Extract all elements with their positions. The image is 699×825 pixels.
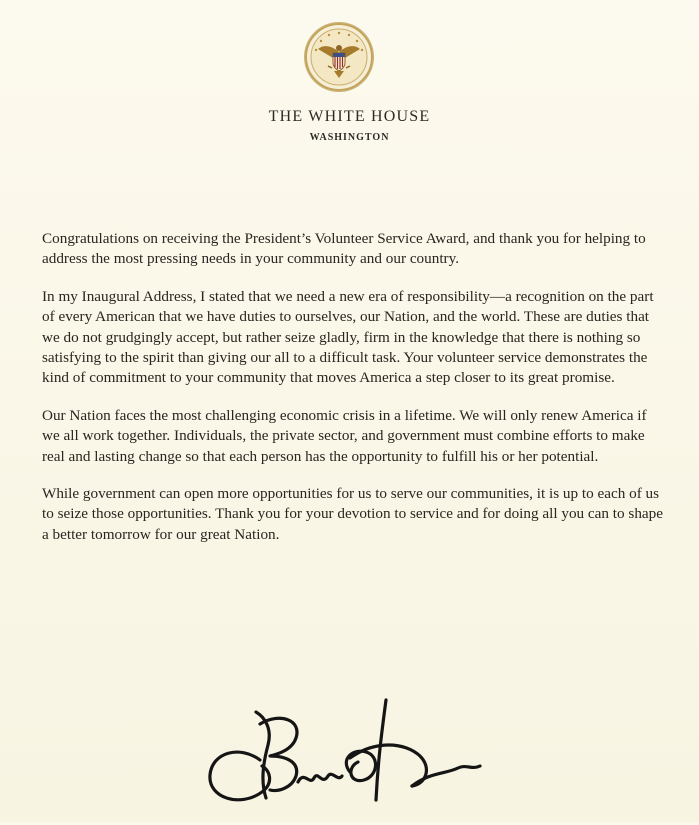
paragraph-opportunities: While government can open more opportunities for us to serve our communities, it is up to each of us to seize those opportunities. Thank you for your devotion to service and for doing all you can to shape a better tomorrow for our great Nation. xyxy=(42,485,663,543)
paragraph-economic-crisis: Our Nation faces the most challenging economic crisis in a lifetime. We will only renew America if we all work together. Individuals, the private sector, and government must combine efforts to make real and lasting change so that each person has the opportunity to fulfill his or her potential. xyxy=(42,406,647,465)
letterhead-title: THE WHITE HOUSE xyxy=(268,108,431,125)
letter-body xyxy=(42,229,667,562)
paragraph-responsibility: In my Inaugural Address, I stated that we need a new era of responsibility—a recognition on the part of every American that we have duties to ourselves, our Nation, and the world. These are duties that we do not grudgingly accept, but rather seize gladly, firm in the knowledge that there is nothing so satisfying to the spirit than giving our all to a difficult task. Your volunteer service demonstrates the kind of commitment to your community that moves America a step closer to its great promise. xyxy=(42,287,654,387)
letterhead xyxy=(0,108,699,143)
presidential-seal-icon xyxy=(304,22,374,92)
paragraph-congratulations: Congratulations on receiving the President’s Volunteer Service Award, and thank you for helping to address the most pressing needs in your community and our country. xyxy=(42,230,646,268)
letterhead-subtitle: WASHINGTON xyxy=(309,132,390,143)
handwritten-signature-icon xyxy=(200,690,500,820)
